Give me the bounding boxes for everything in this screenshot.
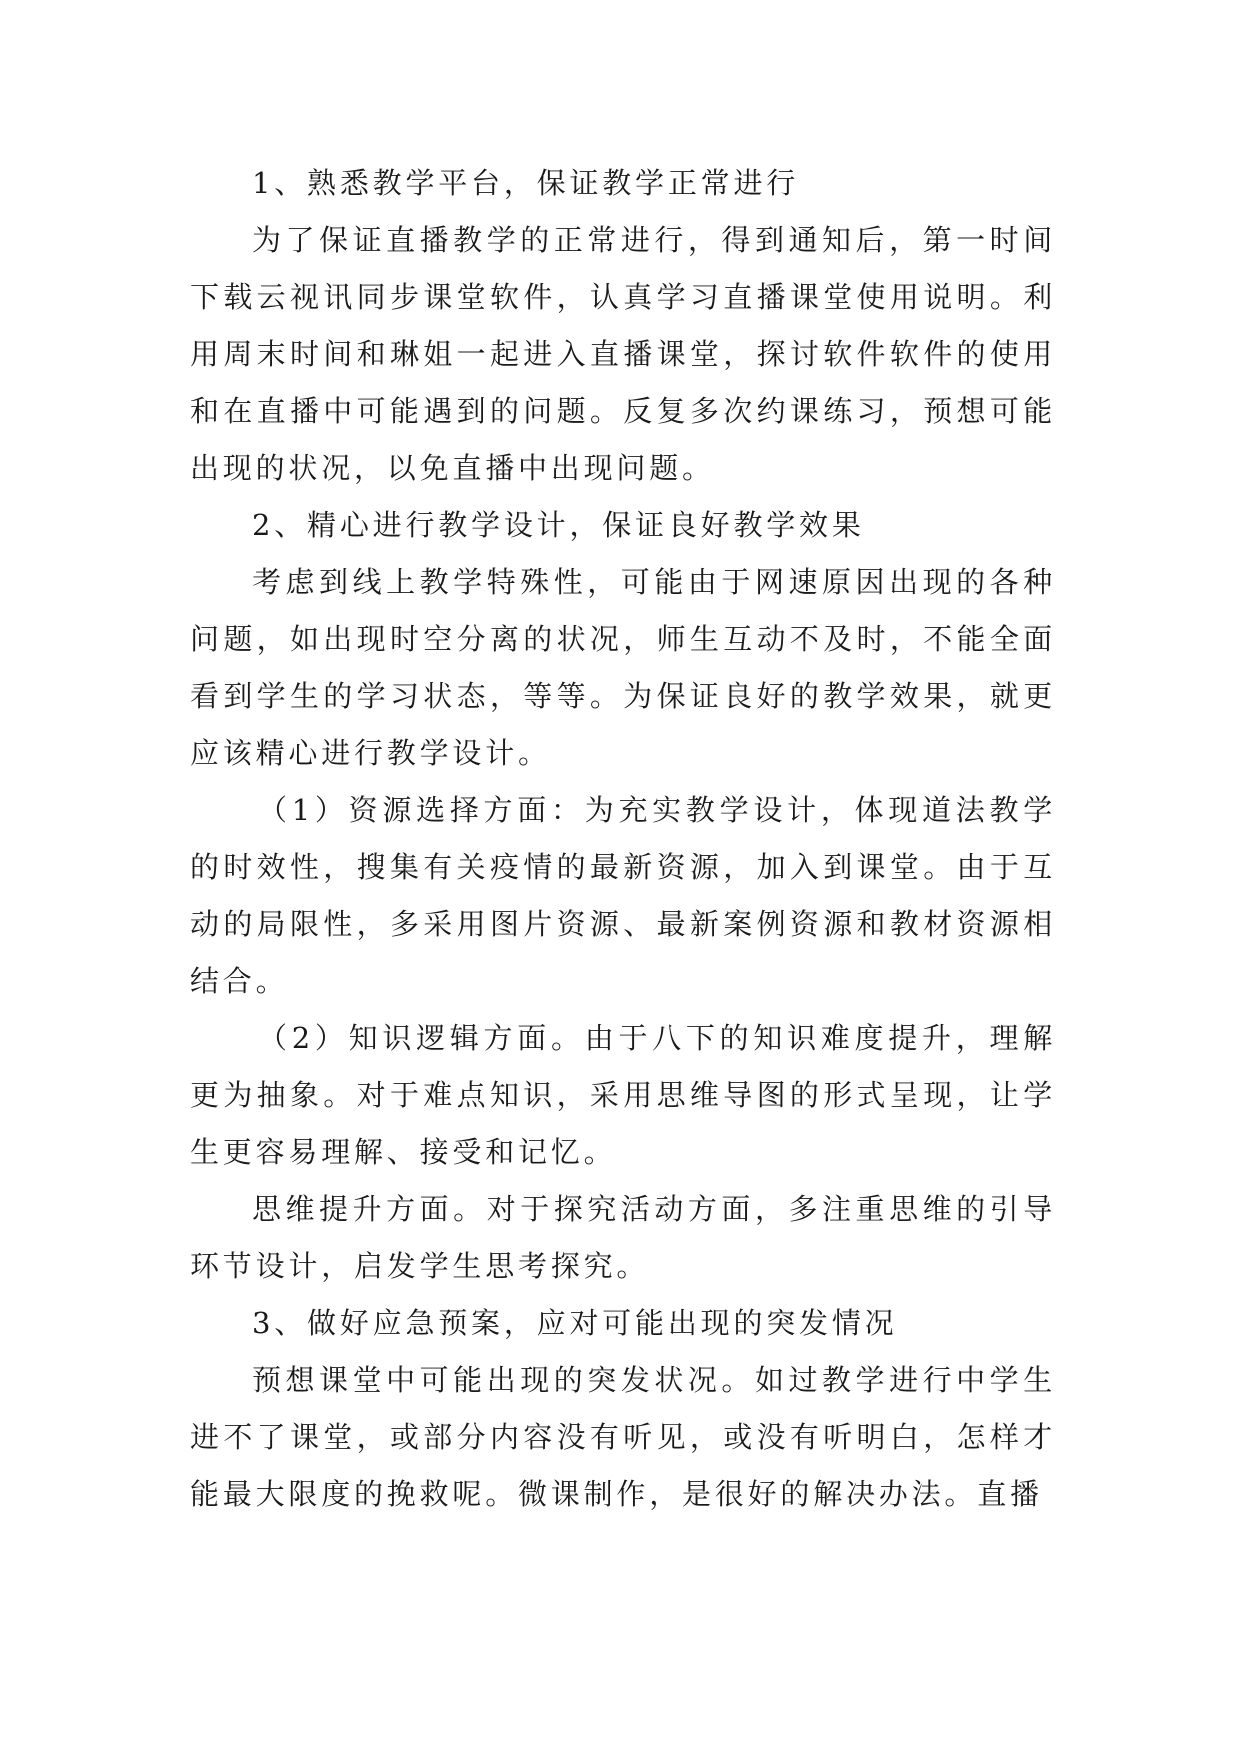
section-heading-2: 2、精心进行教学设计，保证良好教学效果	[252, 508, 865, 542]
paragraph-design: 考虑到线上教学特殊性，可能由于网速原因出现的各种问题，如出现时空分离的状况，师生互动不及时，不能全面看到学生的学习状态，等等。为保证良好的教学效果，就更应该精心进行教学设计。	[190, 565, 1056, 770]
paragraph-knowledge-logic: （2）知识逻辑方面。由于八下的知识难度提升，理解更为抽象。对于难点知识，采用思维导图的形式呈现，让学生更容易理解、接受和记忆。	[190, 1021, 1056, 1169]
section-heading-3: 3、做好应急预案，应对可能出现的突发情况	[252, 1306, 898, 1340]
paragraph-platform: 为了保证直播教学的正常进行，得到通知后，第一时间下载云视讯同步课堂软件，认真学习直播课堂使用说明。利用周末时间和琳姐一起进入直播课堂，探讨软件软件的使用和在直播中可能遇到的问题。反复多次约课练习，预想可能出现的状况，以免直播中出现问题。	[190, 223, 1056, 485]
section-heading-1: 1、熟悉教学平台，保证教学正常进行	[252, 166, 800, 200]
paragraph-thinking: 思维提升方面。对于探究活动方面，多注重思维的引导环节设计，启发学生思考探究。	[190, 1192, 1056, 1283]
document-body	[190, 155, 1056, 1523]
paragraph-contingency: 预想课堂中可能出现的突发状况。如过教学进行中学生进不了课堂，或部分内容没有听见，或没有听明白，怎样才能最大限度的挽救呢。微课制作，是很好的解决办法。直播	[190, 1363, 1056, 1511]
paragraph-resources: （1）资源选择方面：为充实教学设计，体现道法教学的时效性，搜集有关疫情的最新资源，加入到课堂。由于互动的局限性，多采用图片资源、最新案例资源和教材资源相结合。	[190, 793, 1056, 998]
